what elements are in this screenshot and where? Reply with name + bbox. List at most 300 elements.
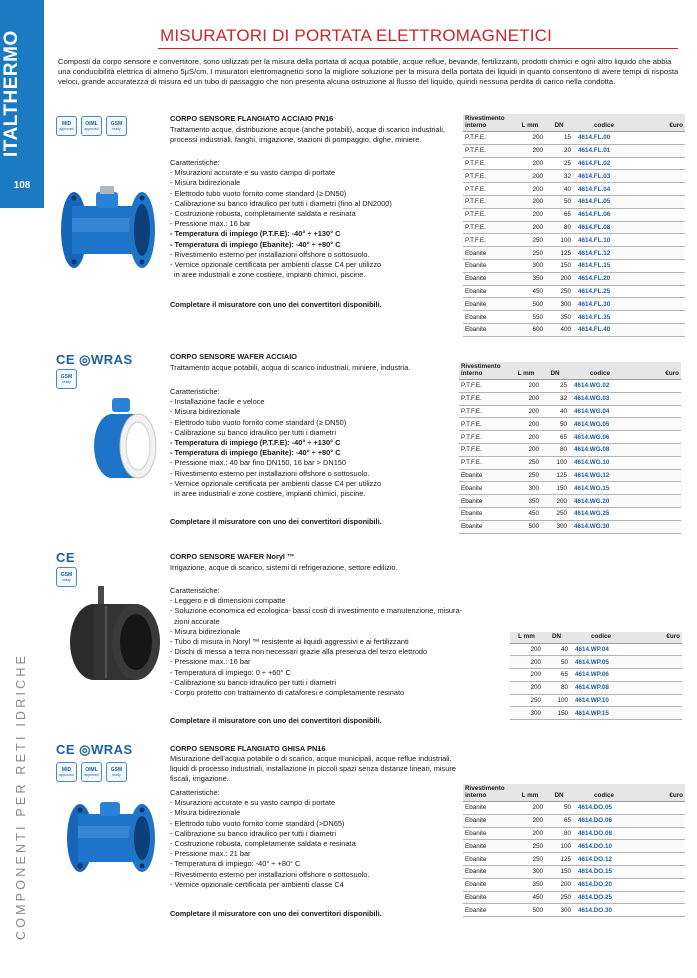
table-cell: P.T.F.E. xyxy=(463,170,515,183)
price-cell xyxy=(635,157,685,170)
table-row xyxy=(459,469,681,482)
price-cell xyxy=(635,132,685,145)
feature-item: - Misura bidirezionale xyxy=(170,178,241,188)
features-list xyxy=(170,586,490,698)
product-code: 4614.FL.04 xyxy=(573,183,635,196)
table-row xyxy=(463,144,685,157)
cert-badge-label: GSM xyxy=(60,374,73,380)
feature-item: - Pressione max.: 40 bar fino DN150, 16 bar > DN150 xyxy=(170,458,347,468)
price-cell xyxy=(631,392,681,405)
price-cell xyxy=(631,380,681,393)
table-cell: 100 xyxy=(541,456,569,469)
table-cell: 25 xyxy=(545,157,573,170)
ce-mark: CE xyxy=(56,550,76,565)
product-code: 4614.FL.12 xyxy=(573,247,635,260)
table-cell: 200 xyxy=(510,656,543,669)
spec-table xyxy=(510,632,682,720)
table-header-row xyxy=(463,784,685,802)
table-cell: 200 xyxy=(511,392,541,405)
product-code: 4614.FL.05 xyxy=(573,195,635,208)
column-header: DN xyxy=(541,362,569,380)
table-cell: P.T.F.E. xyxy=(459,418,511,431)
table-cell: P.T.F.E. xyxy=(463,157,515,170)
product-code: 4614.FL.00 xyxy=(573,132,635,145)
feature-item: zioni accurate xyxy=(174,616,220,626)
product-code: 4614.FL.15 xyxy=(573,259,635,272)
table-row xyxy=(463,195,685,208)
table-header-row xyxy=(459,362,681,380)
product-code: 4614.FL.20 xyxy=(573,272,635,285)
feature-item: - Vernice opzionale certificata per ambienti classe C4 per utilizzo xyxy=(170,260,382,270)
price-cell xyxy=(635,802,685,815)
table-cell: 350 xyxy=(515,272,545,285)
column-header: L mm xyxy=(510,632,543,643)
feature-item: - Vernice opzionale certificata per ambienti classe C4 per utilizzo xyxy=(170,478,382,488)
column-header: €uro xyxy=(631,362,681,380)
feature-item: - Rivestimento esterno per installazioni offshore o sottosuolo. xyxy=(170,468,370,478)
product-code: 4614.FL.40 xyxy=(573,323,635,336)
table-row xyxy=(463,272,685,285)
intro-paragraph: Composti da corpo sensore e convertitore, sono utilizzati per la misura della portata di acqua potabile, acque reflue, bevande, fertilizzanti, prodotti chimici e ogni altro liquido che abbia una conducibilità elettrica di almeno 5µS/cm. I misuratori elettromagnetici sono la migliore soluzione per la misura della portata dei liquidi in quanto consentono di avere tempi di risposta veloci, grande accuratezza di misura ed un tubo di passaggio che non presenta alcuna ostruzione al flusso del liquido, quindi nessuna perdita di carico nella condotta. xyxy=(58,57,679,87)
table-cell: P.T.F.E. xyxy=(459,443,511,456)
table-cell: 100 xyxy=(545,234,573,247)
table-cell: Ebanite xyxy=(459,520,511,533)
table-cell: P.T.F.E. xyxy=(459,380,511,393)
product-code: 4614.FL.06 xyxy=(573,208,635,221)
table-cell: Ebanite xyxy=(463,802,515,815)
table-row xyxy=(510,707,682,720)
price-cell xyxy=(632,707,682,720)
price-cell xyxy=(635,221,685,234)
table-row xyxy=(459,456,681,469)
feature-item: - Calibrazione su banco idraulico per tutti i diametri xyxy=(170,677,336,687)
table-row xyxy=(463,132,685,145)
product-code: 4614.WP.05 xyxy=(570,656,632,669)
table-cell: 150 xyxy=(541,482,569,495)
table-cell: 200 xyxy=(515,827,545,840)
cert-badges xyxy=(56,762,127,782)
table-row xyxy=(510,643,682,656)
table-cell: 350 xyxy=(511,495,541,508)
table-cell: P.T.F.E. xyxy=(459,456,511,469)
features-list xyxy=(170,788,466,890)
price-cell xyxy=(635,247,685,260)
product-flangiato-acciaio xyxy=(56,114,684,344)
price-cell xyxy=(632,669,682,682)
column-header: €uro xyxy=(635,114,685,132)
spec-table xyxy=(459,362,681,534)
table-cell: 500 xyxy=(515,298,545,311)
table-row xyxy=(510,656,682,669)
table-row xyxy=(459,507,681,520)
feature-item: - Temperatura di impiego: -40° ÷ +80° C xyxy=(170,859,301,869)
features-list xyxy=(170,158,466,280)
price-cell xyxy=(635,904,685,917)
price-cell xyxy=(631,431,681,444)
product-code: 4614.DO.25 xyxy=(573,891,635,904)
product-code: 4614.WP.04 xyxy=(570,643,632,656)
product-code: 4614.WG.25 xyxy=(569,507,631,520)
table-cell: 125 xyxy=(545,247,573,260)
table-row xyxy=(463,311,685,324)
table-cell: 40 xyxy=(541,405,569,418)
price-cell xyxy=(635,170,685,183)
table-cell: Ebanite xyxy=(459,507,511,520)
product-code: 4614.DO.20 xyxy=(573,878,635,891)
feature-item: - Rivestimento esterno per installazioni offshore o sottosuolo. xyxy=(170,869,370,879)
cert-badge-label: OIML xyxy=(85,121,98,127)
table-row xyxy=(463,853,685,866)
cert-badge-sublabel: ready xyxy=(112,773,121,777)
table-cell: P.T.F.E. xyxy=(463,234,515,247)
table-row xyxy=(463,234,685,247)
feature-item: - Elettrodo tubo vuoto fornito come standard (>DN65) xyxy=(170,818,345,828)
product-wafer-acciaio xyxy=(56,352,684,540)
table-cell: 200 xyxy=(515,208,545,221)
table-cell: 150 xyxy=(545,259,573,272)
completion-note: Completare il misuratore con uno dei convertitori disponibili. xyxy=(170,716,382,725)
feature-item: - Dischi di messa a terra non necessari grazie alla presenza del terzo elettrodo xyxy=(170,647,428,657)
product-code: 4614.DO.30 xyxy=(573,904,635,917)
table-cell: 250 xyxy=(510,694,543,707)
product-code: 4614.FL.01 xyxy=(573,144,635,157)
price-cell xyxy=(631,507,681,520)
table-cell: Ebanite xyxy=(463,865,515,878)
table-cell: 25 xyxy=(541,380,569,393)
table-cell: 250 xyxy=(545,285,573,298)
section-label: COMPONENTI PER RETI IDRICHE xyxy=(14,652,28,940)
feature-item: - Misurazioni accurate e su vasto campo di portate xyxy=(170,798,336,808)
column-header: Rivestimento interno xyxy=(459,362,511,380)
table-row xyxy=(459,443,681,456)
table-cell: 100 xyxy=(543,694,570,707)
table-cell: Ebanite xyxy=(463,878,515,891)
table-cell: Ebanite xyxy=(463,259,515,272)
price-cell xyxy=(631,469,681,482)
price-cell xyxy=(631,418,681,431)
table-cell: 200 xyxy=(515,132,545,145)
cert-badges xyxy=(56,369,77,389)
table-cell: 500 xyxy=(515,904,545,917)
column-header: L mm xyxy=(511,362,541,380)
table-cell: 200 xyxy=(511,443,541,456)
table-cell: P.T.F.E. xyxy=(459,405,511,418)
table-cell: 125 xyxy=(545,853,573,866)
product-title: CORPO SENSORE FLANGIATO ACCIAIO PN16 xyxy=(170,114,334,123)
table-row xyxy=(463,221,685,234)
product-code: 4614.FL.25 xyxy=(573,285,635,298)
product-code: 4614.DO.08 xyxy=(573,827,635,840)
table-cell: 300 xyxy=(511,482,541,495)
table-cell: 450 xyxy=(515,891,545,904)
table-cell: Ebanite xyxy=(459,495,511,508)
table-cell: 300 xyxy=(545,904,573,917)
table-cell: 200 xyxy=(515,814,545,827)
table-cell: 450 xyxy=(515,285,545,298)
table-row xyxy=(510,669,682,682)
price-cell xyxy=(635,183,685,196)
table-cell: 80 xyxy=(543,681,570,694)
price-cell xyxy=(635,827,685,840)
table-cell: 200 xyxy=(515,221,545,234)
cert-badge xyxy=(56,116,77,136)
brand-logo: ITALTHERMO xyxy=(1,30,22,158)
price-cell xyxy=(635,865,685,878)
table-cell: 200 xyxy=(510,669,543,682)
table-row xyxy=(463,827,685,840)
table-cell: 20 xyxy=(545,144,573,157)
table-row xyxy=(463,259,685,272)
table-cell: 250 xyxy=(541,507,569,520)
features-title: Caratteristiche: xyxy=(170,158,220,167)
feature-item: - Soluzione economica ed ecologica- bassi costi di investimento e manutenzione, misura- xyxy=(170,606,463,616)
features-title: Caratteristiche: xyxy=(170,586,220,595)
table-cell: P.T.F.E. xyxy=(463,144,515,157)
table-cell: Ebanite xyxy=(463,891,515,904)
table-row xyxy=(463,157,685,170)
column-header: DN xyxy=(545,784,573,802)
product-code: 4614.WP.10 xyxy=(570,694,632,707)
price-cell xyxy=(631,443,681,456)
feature-item: - Temperatura di impiego (P.T.F.E): -40° ÷ +130° C xyxy=(170,438,341,448)
product-code: 4614.WG.06 xyxy=(569,431,631,444)
feature-item: - Elettrodo tubo vuoto fornito come standard (≥ DN50) xyxy=(170,417,347,427)
table-cell: Ebanite xyxy=(463,247,515,260)
table-cell: P.T.F.E. xyxy=(463,221,515,234)
product-code: 4614.FL.03 xyxy=(573,170,635,183)
table-cell: P.T.F.E. xyxy=(459,431,511,444)
feature-item: - Tubo di misura in Noryl ™ resistente ai liquidi aggressivi e ai fertilizzanti xyxy=(170,637,409,647)
feature-item: - Pressione max.: 21 bar xyxy=(170,849,251,859)
table-cell: P.T.F.E. xyxy=(463,195,515,208)
table-cell: 50 xyxy=(543,656,570,669)
feature-item: - Rivestimento esterno per installazioni offshore o sottosuolo. xyxy=(170,249,370,259)
table-cell: 65 xyxy=(541,431,569,444)
table-cell: 150 xyxy=(543,707,570,720)
product-flangiato-ghisa xyxy=(56,742,684,922)
table-cell: 32 xyxy=(545,170,573,183)
completion-note: Completare il misuratore con uno dei convertitori disponibili. xyxy=(170,517,382,526)
product-code: 4614.FL.35 xyxy=(573,311,635,324)
table-cell: 200 xyxy=(545,272,573,285)
table-cell: Ebanite xyxy=(463,323,515,336)
table-row xyxy=(463,247,685,260)
table-cell: Ebanite xyxy=(463,298,515,311)
table-row xyxy=(459,482,681,495)
table-cell: 200 xyxy=(511,405,541,418)
table-cell: 80 xyxy=(545,221,573,234)
table-cell: 200 xyxy=(511,380,541,393)
table-cell: P.T.F.E. xyxy=(463,132,515,145)
product-code: 4614.FL.08 xyxy=(573,221,635,234)
flanged-castiron-sensor-image xyxy=(62,792,162,878)
column-header: DN xyxy=(543,632,570,643)
cert-badges xyxy=(56,567,77,587)
table-cell: Ebanite xyxy=(463,904,515,917)
table-cell: 50 xyxy=(541,418,569,431)
product-code: 4614.WP.15 xyxy=(570,707,632,720)
table-row xyxy=(463,865,685,878)
price-cell xyxy=(635,259,685,272)
table-row xyxy=(510,681,682,694)
price-cell xyxy=(635,323,685,336)
table-row xyxy=(459,405,681,418)
price-cell xyxy=(635,878,685,891)
price-cell xyxy=(635,311,685,324)
ce-wras-marks: CE ◎WRAS xyxy=(56,352,133,367)
feature-item: - Costruzione robusta, completamente saldata e resinata xyxy=(170,839,356,849)
table-cell: 200 xyxy=(515,195,545,208)
table-cell: Ebanite xyxy=(463,285,515,298)
cert-badge xyxy=(106,116,127,136)
product-code: 4614.WG.03 xyxy=(569,392,631,405)
table-cell: 250 xyxy=(545,891,573,904)
price-cell xyxy=(631,405,681,418)
table-cell: 200 xyxy=(515,170,545,183)
table-header-row xyxy=(463,114,685,132)
table-cell: 300 xyxy=(541,520,569,533)
table-row xyxy=(463,208,685,221)
feature-item: - Pressione max.: 16 bar xyxy=(170,219,251,229)
table-row xyxy=(463,840,685,853)
column-header: €uro xyxy=(632,632,682,643)
table-row xyxy=(510,694,682,707)
column-header: L mm xyxy=(515,784,545,802)
table-cell: 100 xyxy=(545,840,573,853)
price-cell xyxy=(631,456,681,469)
table-cell: 200 xyxy=(511,418,541,431)
table-cell: Ebanite xyxy=(463,814,515,827)
product-title: CORPO SENSORE FLANGIATO GHISA PN16 xyxy=(170,744,326,753)
product-title: CORPO SENSORE WAFER ACCIAIO xyxy=(170,352,298,361)
table-cell: Ebanite xyxy=(463,272,515,285)
cert-badge-sublabel: ready xyxy=(62,578,71,582)
product-code: 4614.WP.06 xyxy=(570,669,632,682)
price-cell xyxy=(632,694,682,707)
price-cell xyxy=(632,681,682,694)
product-title: CORPO SENSORE WAFER Noryl ™ xyxy=(170,552,295,561)
cert-badge-label: MID xyxy=(61,121,72,127)
table-cell: 300 xyxy=(510,707,543,720)
table-cell: 80 xyxy=(545,827,573,840)
table-cell: Ebanite xyxy=(463,853,515,866)
feature-item: - Vernice opzionale certificata per ambienti classe C4 xyxy=(170,879,344,889)
column-header: codice xyxy=(573,784,635,802)
product-description: Irrigazione, acque di scarico, sistemi di refrigerazione, settore edilizio. xyxy=(170,563,398,572)
product-code: 4614.FL.10 xyxy=(573,234,635,247)
table-cell: 450 xyxy=(511,507,541,520)
table-cell: 200 xyxy=(515,144,545,157)
cert-badge xyxy=(81,762,102,782)
product-code: 4614.FL.02 xyxy=(573,157,635,170)
feature-item: - Misurazioni accurate e su vasto campo di portate xyxy=(170,168,336,178)
price-cell xyxy=(631,482,681,495)
table-row xyxy=(463,891,685,904)
table-cell: 350 xyxy=(515,878,545,891)
table-cell: Ebanite xyxy=(463,840,515,853)
table-row xyxy=(459,431,681,444)
title-divider xyxy=(158,48,678,49)
table-cell: 125 xyxy=(541,469,569,482)
table-cell: Ebanite xyxy=(459,482,511,495)
table-row xyxy=(463,170,685,183)
product-code: 4614.DO.12 xyxy=(573,853,635,866)
table-row xyxy=(463,183,685,196)
column-header: L mm xyxy=(515,114,545,132)
table-row xyxy=(463,802,685,815)
price-cell xyxy=(631,520,681,533)
feature-item: - Misura bidirezionale xyxy=(170,407,241,417)
table-cell: 32 xyxy=(541,392,569,405)
table-header-row xyxy=(510,632,682,643)
table-cell: 80 xyxy=(541,443,569,456)
table-cell: 250 xyxy=(515,234,545,247)
price-cell xyxy=(635,285,685,298)
feature-item: - Temperatura di impiego (P.T.F.E): -40° ÷ +130° C xyxy=(170,229,341,239)
table-cell: 250 xyxy=(515,840,545,853)
price-cell xyxy=(635,298,685,311)
table-cell: 400 xyxy=(545,323,573,336)
table-cell: Ebanite xyxy=(463,311,515,324)
feature-item: - Installazione facile e veloce xyxy=(170,397,265,407)
product-code: 4614.WG.08 xyxy=(569,443,631,456)
table-cell: 65 xyxy=(543,669,570,682)
feature-item: in aree industriali e zone costiere, impianti chimici, piscine. xyxy=(174,270,366,280)
price-cell xyxy=(635,891,685,904)
product-code: 4614.DO.05 xyxy=(573,802,635,815)
table-row xyxy=(463,814,685,827)
cert-badge xyxy=(56,762,77,782)
table-cell: 250 xyxy=(511,469,541,482)
table-cell: 250 xyxy=(511,456,541,469)
table-row xyxy=(463,904,685,917)
sidebar xyxy=(0,0,44,978)
price-cell xyxy=(635,272,685,285)
table-cell: 250 xyxy=(515,247,545,260)
spec-table xyxy=(463,114,685,337)
feature-item: - Pressione max.: 16 bar xyxy=(170,657,251,667)
column-header: €uro xyxy=(635,784,685,802)
column-header: codice xyxy=(573,114,635,132)
table-cell: 200 xyxy=(511,431,541,444)
column-header: codice xyxy=(570,632,632,643)
table-cell: Ebanite xyxy=(463,827,515,840)
table-row xyxy=(463,323,685,336)
table-cell: 40 xyxy=(545,183,573,196)
cert-badge xyxy=(56,369,77,389)
column-header: DN xyxy=(545,114,573,132)
table-cell: 50 xyxy=(545,802,573,815)
wafer-steel-sensor-image xyxy=(78,396,168,486)
table-row xyxy=(463,878,685,891)
table-cell: 350 xyxy=(545,311,573,324)
product-code: 4614.WG.15 xyxy=(569,482,631,495)
table-cell: 250 xyxy=(515,853,545,866)
table-cell: P.T.F.E. xyxy=(463,183,515,196)
cert-badges xyxy=(56,116,127,136)
feature-item: - Calibrazione su banco idraulico per tutti i diametri xyxy=(170,427,336,437)
price-cell xyxy=(635,840,685,853)
feature-item: - Costruzione robusta, completamente saldata e resinata xyxy=(170,209,356,219)
table-cell: 300 xyxy=(545,298,573,311)
table-cell: 200 xyxy=(545,878,573,891)
product-code: 4614.DO.10 xyxy=(573,840,635,853)
price-cell xyxy=(635,195,685,208)
table-row xyxy=(463,285,685,298)
table-cell: 300 xyxy=(515,865,545,878)
table-row xyxy=(459,495,681,508)
product-code: 4614.WG.10 xyxy=(569,456,631,469)
